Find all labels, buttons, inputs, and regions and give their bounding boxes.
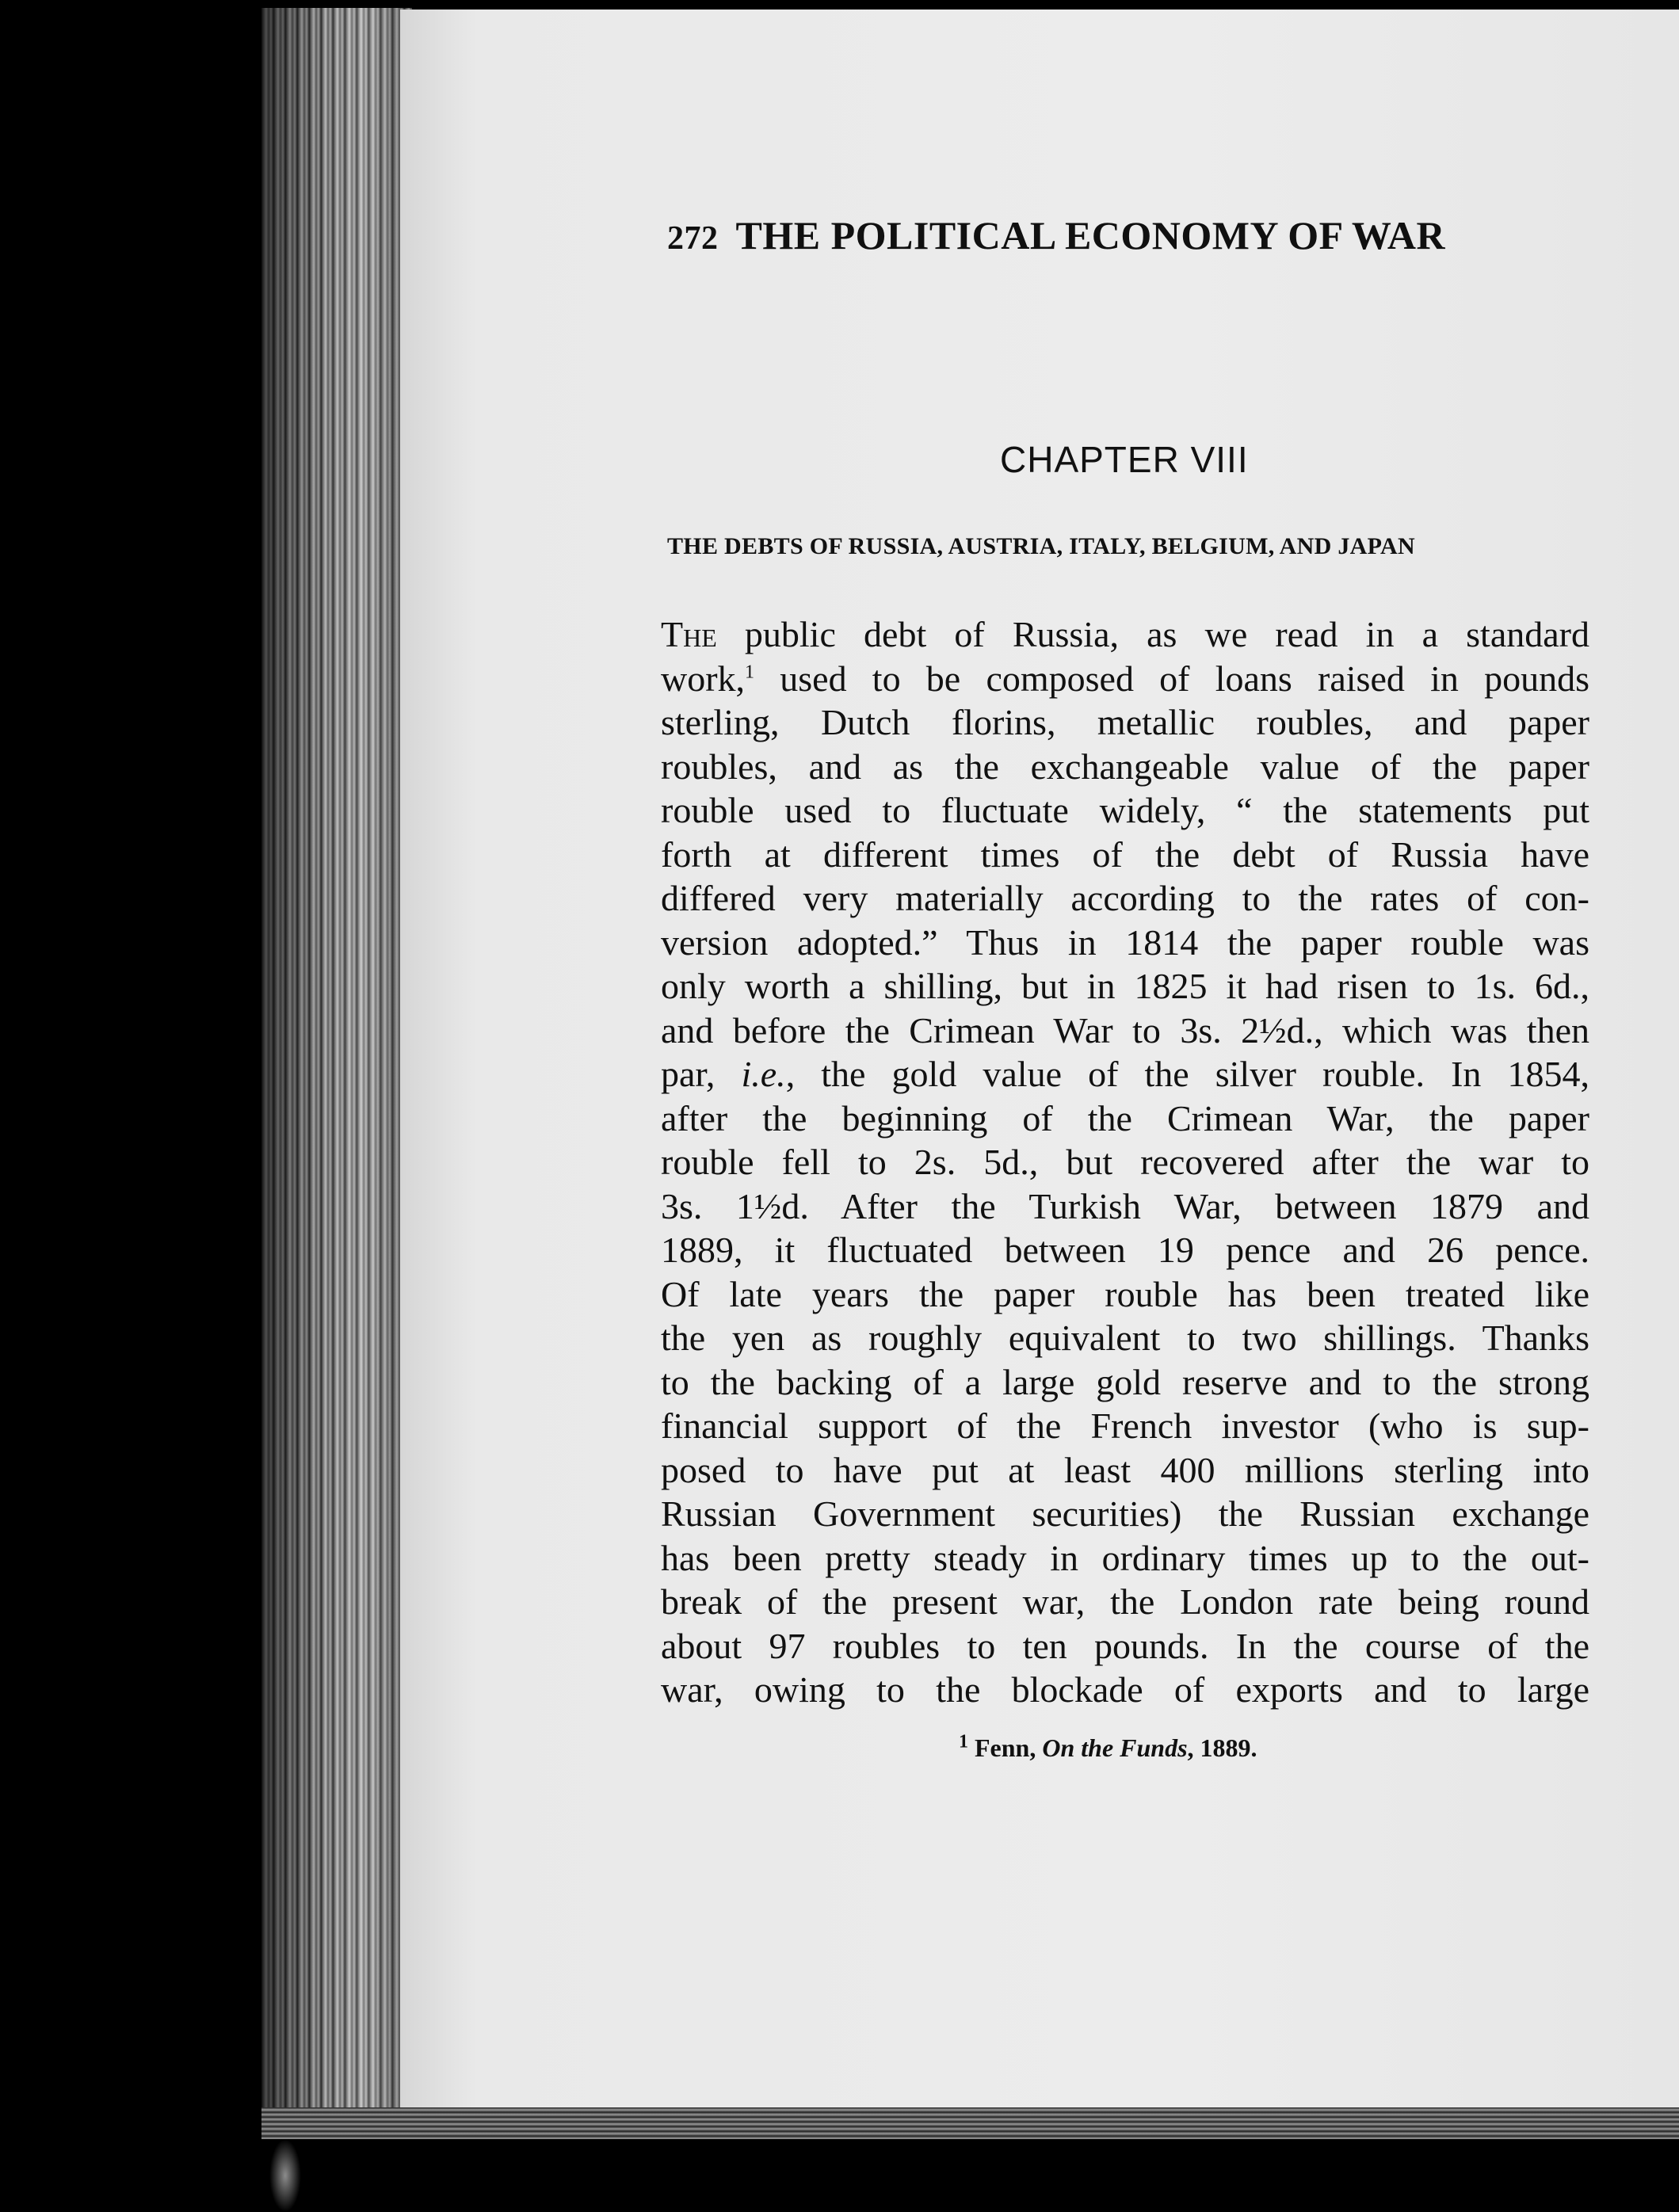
- text-line: rouble fell to 2s. 5d., but recovered after the war to: [661, 1142, 1589, 1182]
- running-head-title: THE POLITICAL ECONOMY OF WAR: [735, 213, 1446, 257]
- text-line: roubles, and as the exchangeable value of the paper: [661, 746, 1589, 787]
- footnote-year: , 1889.: [1187, 1733, 1257, 1762]
- text-line: 3s. 1½d. After the Turkish War, between 1879 and: [661, 1185, 1589, 1226]
- chapter-subtitle: THE DEBTS OF RUSSIA, AUSTRIA, ITALY, BELGIUM, AND JAPAN: [667, 533, 1415, 559]
- text-line: Russian Government securities) the Russian exchange: [661, 1493, 1589, 1534]
- text-line: forth at different times of the debt of Russia have: [661, 833, 1589, 875]
- footnote-author: Fenn,: [968, 1733, 1043, 1762]
- page-edge-shadow: [261, 8, 412, 2131]
- italic-abbreviation: i.e.: [741, 1054, 786, 1094]
- text-line: 1889, it fluctuated between 19 pence and 26 pence.: [661, 1230, 1589, 1270]
- text-line: The public debt of Russia, as we read in a standard: [661, 614, 1589, 654]
- scan-glare: [269, 2139, 301, 2212]
- text-line: financial support of the French investor (who is sup-: [661, 1405, 1589, 1446]
- page-number: 272: [667, 220, 719, 257]
- text-line: rouble used to fluctuate widely, “ the statements put: [661, 790, 1589, 830]
- text-line: posed to have put at least 400 millions sterling into: [661, 1449, 1589, 1490]
- text-line: Of late years the paper rouble has been treated like: [661, 1273, 1589, 1314]
- text-line: after the beginning of the Crimean War, the paper: [661, 1097, 1589, 1138]
- text-line: the yen as roughly equivalent to two shillings. Thanks: [661, 1318, 1589, 1358]
- running-head: [667, 212, 1547, 258]
- text-line: break of the present war, the London rate being round: [661, 1581, 1589, 1622]
- text-line: version adopted.” Thus in 1814 the paper rouble was: [661, 921, 1589, 963]
- drop-word: The: [661, 614, 717, 654]
- text-line: work,$^1$ used to be composed of loans raised in pounds: [661, 658, 1589, 699]
- footnote-reference: 1: [745, 662, 755, 683]
- text-line: war, owing to the blockade of exports and to large: [661, 1669, 1589, 1710]
- text-line: sterling, Dutch florins, metallic roubles, and paper: [661, 702, 1589, 742]
- footnote-work-title: On the Funds: [1042, 1733, 1188, 1762]
- text-line: has been pretty steady in ordinary times up to the out-: [661, 1537, 1589, 1578]
- footnote: [959, 1733, 1257, 1763]
- footnote-mark: 1: [959, 1731, 968, 1752]
- book-bottom-edge: [261, 2107, 1679, 2139]
- text-line: about 97 roubles to ten pounds. In the course of the: [661, 1625, 1589, 1666]
- text-line: and before the Crimean War to 3s. 2½d., which was then: [661, 1009, 1589, 1051]
- text-line: par, i.e., the gold value of the silver rouble. In 1854,: [661, 1054, 1590, 1094]
- text-line: only worth a shilling, but in 1825 it had risen to 1s. 6d.,: [661, 966, 1589, 1006]
- body-paragraph: [661, 612, 1589, 1712]
- chapter-title: CHAPTER VIII: [1000, 439, 1249, 480]
- text-line: differed very materially according to the rates of con-: [661, 878, 1589, 918]
- text-line: to the backing of a large gold reserve and to the strong: [661, 1361, 1589, 1402]
